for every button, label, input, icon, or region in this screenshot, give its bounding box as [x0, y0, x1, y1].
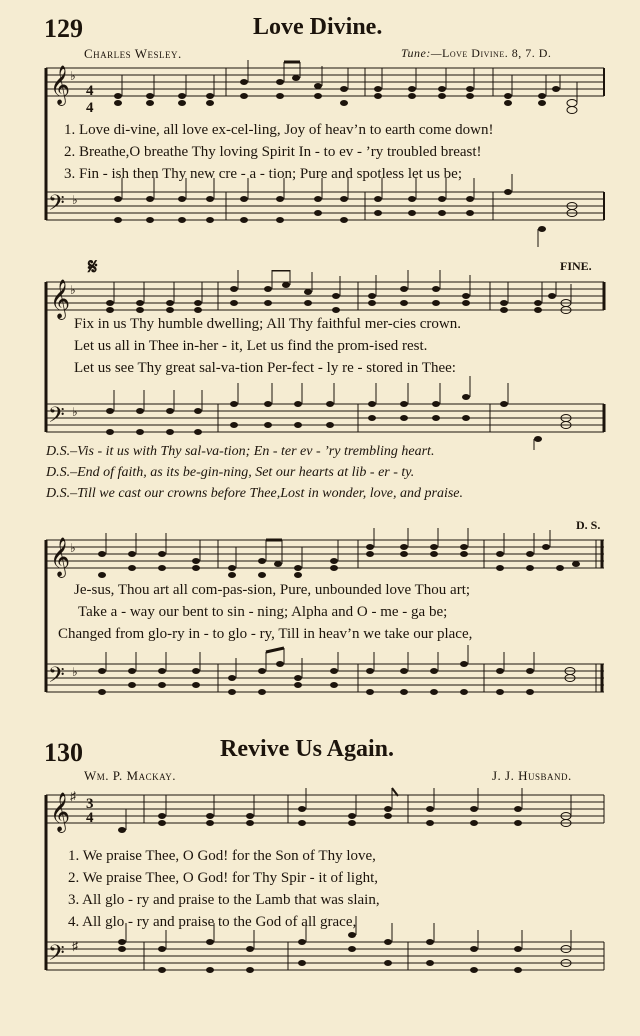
svg-text:♭: ♭ [70, 69, 76, 83]
hymn-129-number: 129 [44, 14, 83, 43]
bass-clef-icon: 𝄢 [48, 941, 65, 970]
hymn-129-verse-1-line-3: Je-sus, Thou art all com-pas-sion, Pure, unbounded love Thou art; [74, 582, 471, 598]
bass-clef-icon: 𝄢 [48, 403, 65, 432]
svg-text:♭: ♭ [72, 405, 78, 419]
ds-line-3: D.S.–Till we cast our crowns before Thee,Lost in wonder, love, and praise. [46, 486, 464, 501]
svg-text:♭: ♭ [72, 193, 78, 207]
treble-clef-icon: 𝄞 [50, 281, 71, 318]
ds-line-2: D.S.–End of faith, as its be-gin-ning, Set our hearts at lib - er - ty. [46, 465, 415, 480]
hymn-130-author: Wm. P. Mackay. [84, 768, 177, 783]
hymn-130-title: Revive Us Again. [220, 736, 394, 762]
hymn-130-verse-2: 2. We praise Thee, O God! for Thy Spir - it of light, [68, 870, 378, 886]
hymn-129-title: Love Divine. [253, 14, 383, 40]
hymn-130-number: 130 [44, 738, 83, 767]
hymn-130-composer: J. J. Husband. [492, 768, 572, 783]
hymn-129-author: Charles Wesley. [84, 46, 182, 61]
hymn-129-verse-3-line-2: Let us see Thy great sal-va-tion Per-fect - ly re - stored in Thee: [74, 360, 456, 376]
ds-marker: D. S. [576, 518, 601, 532]
tune-name: Love Divine. 8, 7. D. [442, 46, 552, 60]
time-signature-top: 4 [86, 83, 94, 99]
hymn-129-tune [401, 46, 551, 61]
svg-text:♯: ♯ [72, 939, 78, 953]
ds-line-1: D.S.–Vis - it us with Thy sal-va-tion; En - ter ev - ’ry trembling heart. [46, 444, 435, 459]
segno-icon: 𝄋 [88, 254, 98, 279]
hymn-129-verse-2-line-1: 2. Breathe,O breathe Thy loving Spirit In - to ev - ’ry troubled breast! [64, 144, 482, 160]
svg-text:♭: ♭ [70, 541, 76, 555]
bass-clef-icon: 𝄢 [48, 663, 65, 692]
treble-clef-icon: 𝄞 [50, 794, 71, 831]
hymn-130-verse-4: 4. All glo - ry and praise to the God of all grace, [68, 914, 357, 930]
treble-clef-icon: 𝄞 [50, 539, 71, 576]
svg-text:♯: ♯ [70, 789, 76, 803]
tune-label: Tune:— [401, 46, 443, 60]
hymn-129-verse-3-line-1: 3. Fin - ish then Thy new cre - a - tion; Pure and spotless let us be; [64, 166, 462, 182]
time-signature-bottom: 4 [86, 100, 94, 116]
hymn-130-time-bottom: 4 [86, 810, 94, 826]
svg-text:♭: ♭ [72, 665, 78, 679]
hymn-130-verse-1: 1. We praise Thee, O God! for the Son of Thy love, [68, 848, 376, 864]
treble-clef-icon: 𝄞 [50, 67, 71, 104]
hymn-129-verse-1-line-1: 1. Love di-vine, all love ex-cel-ling, Joy of heav’n to earth come down! [64, 122, 494, 138]
fine-marker: FINE. [560, 259, 592, 273]
hymn-130-time-top: 3 [86, 796, 94, 812]
hymn-129-verse-1-line-2: Fix in us Thy humble dwelling; All Thy faithful mer-cies crown. [74, 316, 462, 332]
hymn-129-verse-3-line-3: Changed from glo-ry in - to glo - ry, Till in heav’n we take our place, [58, 626, 473, 642]
hymn-129-verse-2-line-2: Let us all in Thee in-her - it, Let us find the prom-ised rest. [74, 338, 428, 354]
hymn-129-verse-2-line-3: Take a - way our bent to sin - ning; Alpha and O - me - ga be; [78, 604, 448, 620]
bass-clef-icon: 𝄢 [48, 191, 65, 220]
svg-text:♭: ♭ [70, 283, 76, 297]
hymn-130-verse-3: 3. All glo - ry and praise to the Lamb that was slain, [68, 892, 380, 908]
